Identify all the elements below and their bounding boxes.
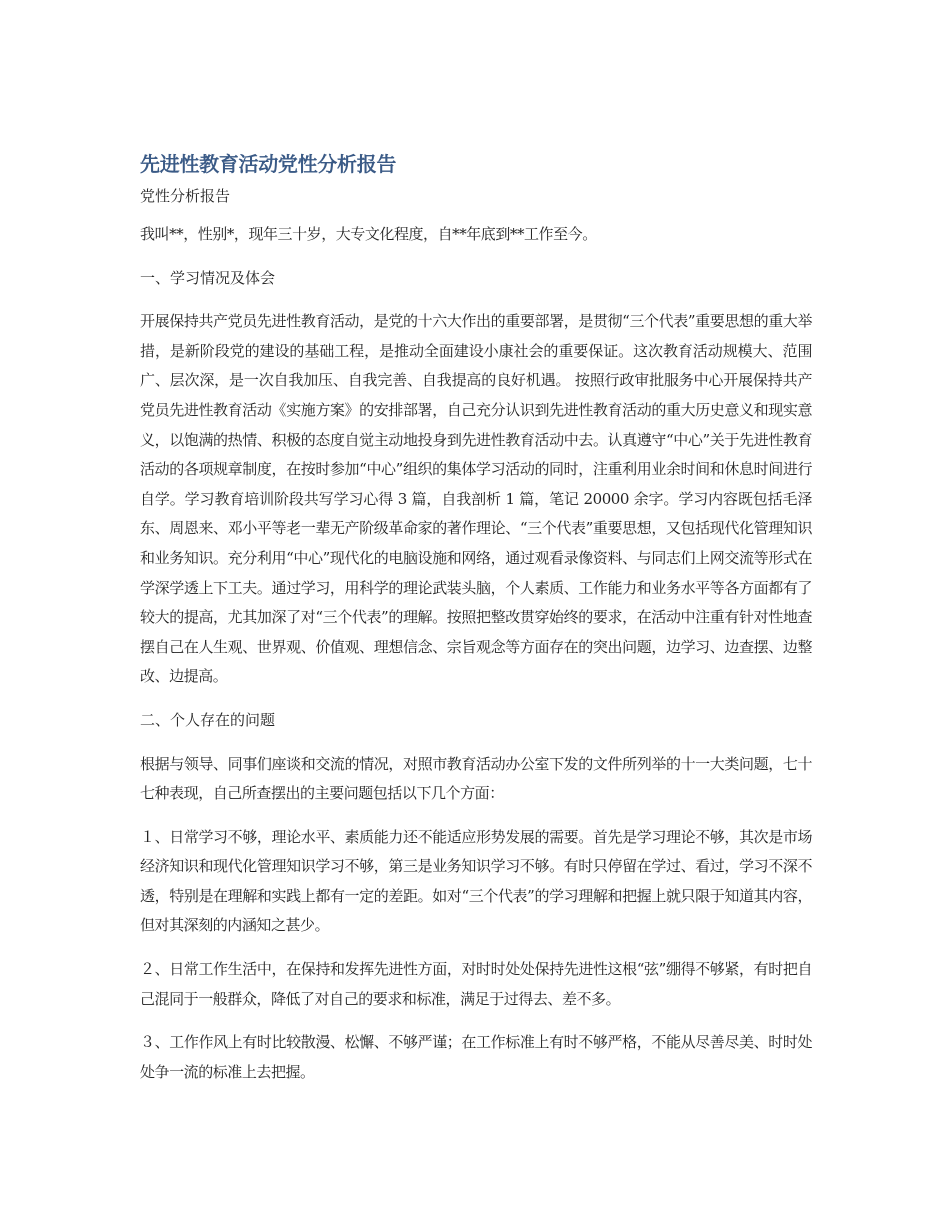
section-body-study: 开展保持共产党员先进性教育活动，是党的十六大作出的重要部署，是贯彻“三个代表”重要思想的重大举措，是新阶段党的建设的基础工程，是推动全面建设小康社会的重要保证。这次教育活动规模大、范围广、层次深，是一次自我加压、自我完善、自我提高的良好机遇。 按照行政审批服务中心开展保持共产党员先进性教育活动《实施方案》的安排部署，自己充分认识到先进性教育活动的重大历史意义和现实意义，以饱满的热情、积极的态度自觉主动地投身到先进性教育活动中去。认真遵守“中心”关于先进性教育活动的各项规章制度，在按时参加“中心”组织的集体学习活动的同时，注重利用业余时间和休息时间进行自学。学习教育培训阶段共写学习心得 3 篇，自我剖析 1 篇，笔记 20000 余字。学习内容既包括毛泽东、周恩来、邓小平等老一辈无产阶级革命家的著作理论、“三个代表”重要思想，又包括现代化管理知识和业务知识。充分利用“中心”现代化的电脑设施和网络，通过观看录像资料、与同志们上网交流等形式在学深学透上下工夫。通过学习，用科学的理论武装头脑，个人素质、工作能力和业务水平等各方面都有了较大的提高，尤其加深了对“三个代表”的理解。按照把整改贯穿始终的要求，在活动中注重有针对性地查摆自己在人生观、世界观、价值观、理想信念、宗旨观念等方面存在的突出问题，边学习、边查摆、边整改、边提高。 [140, 312, 812, 686]
section-heading-problems: 二、个人存在的问题 [140, 710, 276, 729]
intro-paragraph: 我叫**，性别*，现年三十岁，大专文化程度，自**年底到**工作至今。 [140, 225, 597, 243]
problem-item-3: ３、工作作风上有时比较散漫、松懈、不够严谨；在工作标准上有时不够严格，不能从尽善尽美、时时处处争一流的标准上去把握。 [140, 1033, 812, 1081]
problem-item-2: ２、日常工作生活中，在保持和发挥先进性方面，对时时处处保持先进性这根“弦”绷得不够紧，有时把自己混同于一般群众，降低了对自己的要求和标准，满足于过得去、差不多。 [140, 960, 812, 1008]
document-title: 先进性教育活动党性分析报告 [140, 152, 397, 176]
document-body [140, 146, 812, 1101]
section-heading-study: 一、学习情况及体会 [140, 268, 276, 287]
section-body-problems: 根据与领导、同事们座谈和交流的情况，对照市教育活动办公室下发的文件所列举的十一大类问题，七十七种表现，自己所查摆出的主要问题包括以下几个方面： [140, 754, 812, 803]
document-subtitle: 党性分析报告 [140, 187, 231, 205]
problem-item-1: １、日常学习不够，理论水平、素质能力还不能适应形势发展的需要。首先是学习理论不够，其次是市场经济知识和现代化管理知识学习不够，第三是业务知识学习不够。有时只停留在学过、看过，学习不深不透，特别是在理解和实践上都有一定的差距。如对“三个代表”的学习理解和把握上就只限于知道其内容，但对其深刻的内涵知之甚少。 [140, 827, 812, 935]
